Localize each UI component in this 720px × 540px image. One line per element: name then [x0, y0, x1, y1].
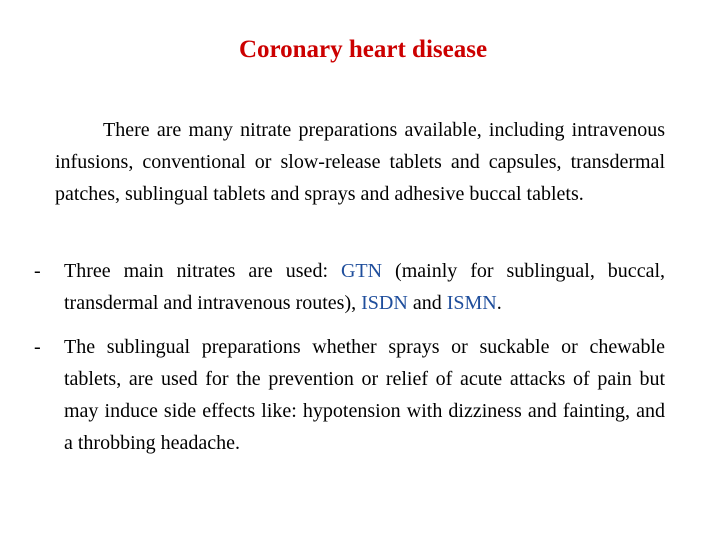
term-gtn: GTN — [340, 260, 383, 282]
term-isdn: ISDN — [361, 292, 408, 314]
intro-paragraph: There are many nitrate preparations available, including intravenous infusions, conventional or slow-release tablets and capsules, transdermal patches, sublingual tablets and sprays and adhesive buccal tablets. — [55, 119, 665, 205]
slide-title: Coronary heart disease — [238, 36, 488, 63]
bullet-text-and: and — [407, 292, 447, 314]
bullet-sublingual — [34, 331, 665, 459]
bullet-text: The sublingual preparations whether sprays or suckable or chewable tablets, are used for the prevention or relief of acute attacks of pain but may induce side effects like: hypotension with dizziness and fainting, and a throbbing headache. — [64, 336, 665, 454]
bullet-text-before: Three main nitrates are used: — [64, 260, 341, 282]
bullet-dash: - — [34, 260, 41, 282]
bullet-text-middle: (mainly for sublingual, buccal, transdermal and intravenous routes), — [64, 260, 665, 314]
bullet-dash: - — [34, 336, 41, 358]
bullet-nitrates — [34, 255, 665, 319]
bullet-text-end: . — [496, 292, 502, 314]
term-ismn: ISMN — [446, 292, 497, 314]
